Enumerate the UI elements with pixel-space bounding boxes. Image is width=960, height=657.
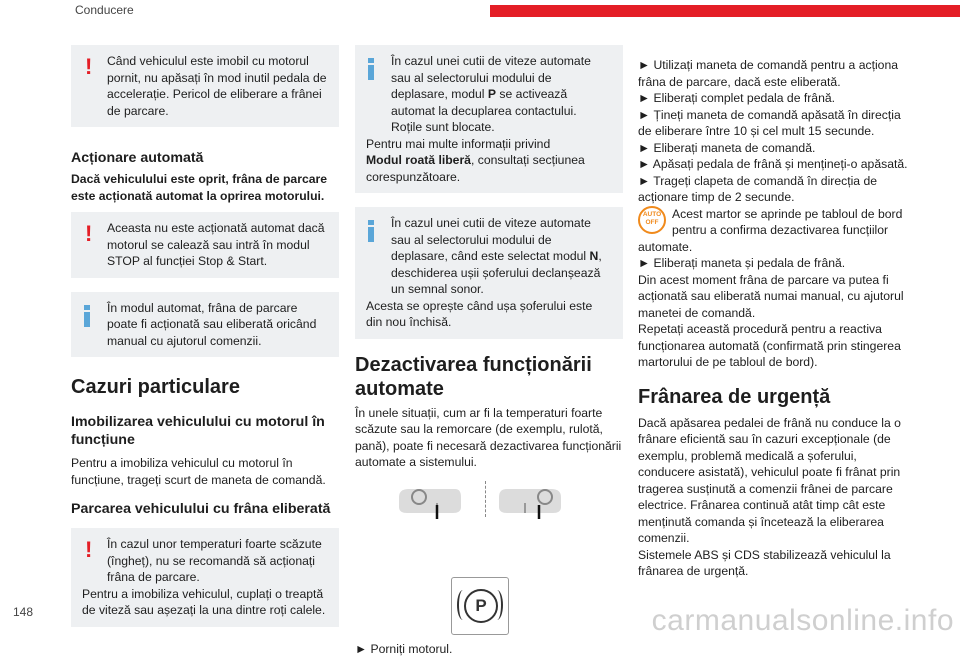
- p-letter-icon: P: [464, 589, 498, 623]
- warning-icon: !: [85, 223, 92, 245]
- info-text: În cazul unei cutii de viteze automate sau al selectorului modului de deplasare, când este selectat modul N, deschiderea ușii șoferului declanșează un semnal sonor.: [366, 215, 611, 298]
- warning-text: Când vehiculul este imobil cu motorul pornit, nu apăsați în mod inutil pedala de accelerație. Pericol de eliberare a frânei de parcare.: [82, 53, 327, 119]
- bold-paragraph: Dacă vehiculului este oprit, frâna de parcare este acționată automat la oprirea motorului.: [71, 171, 339, 204]
- info-icon: [367, 58, 375, 80]
- info-icon: [83, 305, 91, 327]
- paragraph: Pentru a imobiliza vehiculul cu motorul în funcțiune, trageți scurt de maneta de comandă.: [71, 455, 339, 488]
- watermark: carmanualsonline.info: [652, 604, 954, 638]
- warning-text: Aceasta nu este acționată automat dacă motorul se calează sau intră în modul STOP al funcției Stop & Start.: [82, 220, 327, 270]
- section-heading: Dezactivarea funcționării automate: [355, 353, 623, 401]
- info-box: [71, 292, 339, 358]
- warning-icon: !: [85, 539, 92, 561]
- warning-box: [71, 212, 339, 278]
- paragraph: În unele situații, cum ar fi la temperaturi foarte scăzute sau la remorcare (de exemplu, rulotă, pană), poate fi necesară dezactivarea funcționării automate a sistemului.: [355, 405, 623, 471]
- step-text: ► Eliberați maneta de comandă.: [638, 140, 910, 157]
- info-box: [355, 45, 623, 193]
- steering-position-illustration: [395, 483, 465, 519]
- steering-position-illustration: [495, 483, 565, 519]
- column-2: [355, 45, 623, 657]
- info-text: În modul automat, frâna de parcare poate fi acționată sau eliberată oricând manual cu ajutorul comenzii.: [82, 300, 327, 350]
- paragraph: Din acest moment frâna de parcare va putea fi acționată sau eliberată numai manual, cu ajutorul manetei de comandă.: [638, 272, 910, 322]
- section-heading: Acționare automată: [71, 149, 339, 167]
- step-text: ► Eliberați complet pedala de frână.: [638, 90, 910, 107]
- paragraph: Dacă apăsarea pedalei de frână nu conduce la o frânare eficientă sau în cazuri excepționale (de exemplu, problemă medicală a șoferului, conducere asistată), vehiculul poate fi frânat prin tragerea susținută a comenzii frânei de parcare electrice. Frânarea continuă atât timp cât este menținută comanda și încetează la eliberarea comenzii.: [638, 415, 910, 547]
- illustration: [355, 481, 623, 621]
- subsection-heading: Parcarea vehiculului cu frâna eliberată: [71, 500, 339, 518]
- section-heading: Cazuri particulare: [71, 375, 339, 399]
- section-heading: Frânarea de urgență: [638, 385, 910, 409]
- parking-brake-icon: [451, 577, 509, 635]
- info-box: [355, 207, 623, 339]
- column-1: [71, 45, 339, 641]
- lamp-text: Acest martor se aprinde pe tabloul de bord pentru a confirma dezactivarea funcțiilor automate.: [638, 206, 910, 256]
- subsection-heading: Imobilizarea vehiculului cu motorul în funcțiune: [71, 413, 339, 449]
- info-text: Acesta se oprește când ușa șoferului este din nou închisă.: [366, 298, 611, 331]
- info-text: În cazul unei cutii de viteze automate sau al selectorului modului de deplasare, modul P se activează automat la decuplarea contactului. Roțile sunt blocate.: [366, 53, 611, 136]
- paragraph: Repetați această procedură pentru a reactiva funcționarea automată (confirmată prin stingerea martorului de pe tabloul de bord).: [638, 321, 910, 371]
- auto-off-lamp-icon: AUTO OFF: [638, 206, 666, 234]
- divider: [485, 481, 486, 517]
- warning-text: În cazul unor temperaturi foarte scăzute (îngheț), nu se recomandă să acționați frâna de parcare.: [82, 536, 327, 586]
- page-number: 148: [13, 605, 33, 619]
- step-text: ► Țineți maneta de comandă apăsată în direcția de eliberare între 10 și cel mult 15 secunde.: [638, 107, 910, 140]
- warning-box: [71, 528, 339, 627]
- warning-lamp-row: [638, 206, 910, 256]
- step-text: ► Porniți motorul.: [355, 641, 623, 657]
- info-text: Pentru mai multe informații privind: [366, 136, 611, 153]
- column-3: [638, 45, 910, 580]
- warning-text: Pentru a imobiliza vehiculul, cuplați o treaptă de viteză sau așezați la una dintre roți calele.: [82, 586, 327, 619]
- step-text: ► Apăsați pedala de frână și mențineți-o apăsată.: [638, 156, 910, 173]
- paragraph: Sistemele ABS și CDS stabilizează vehiculul la frânarea de urgență.: [638, 547, 910, 580]
- info-text: Modul roată liberă, consultați secțiunea corespunzătoare.: [366, 152, 611, 185]
- running-header: Conducere: [75, 3, 134, 17]
- header-accent-bar: [490, 5, 960, 17]
- warning-icon: !: [85, 56, 92, 78]
- step-text: ► Eliberați maneta și pedala de frână.: [638, 255, 910, 272]
- warning-box: [71, 45, 339, 127]
- info-icon: [367, 220, 375, 242]
- step-text: ► Trageți clapeta de comandă în direcția de acționare timp de 2 secunde.: [638, 173, 910, 206]
- step-text: ► Utilizați maneta de comandă pentru a acționa frâna de parcare, dacă este eliberată.: [638, 57, 910, 90]
